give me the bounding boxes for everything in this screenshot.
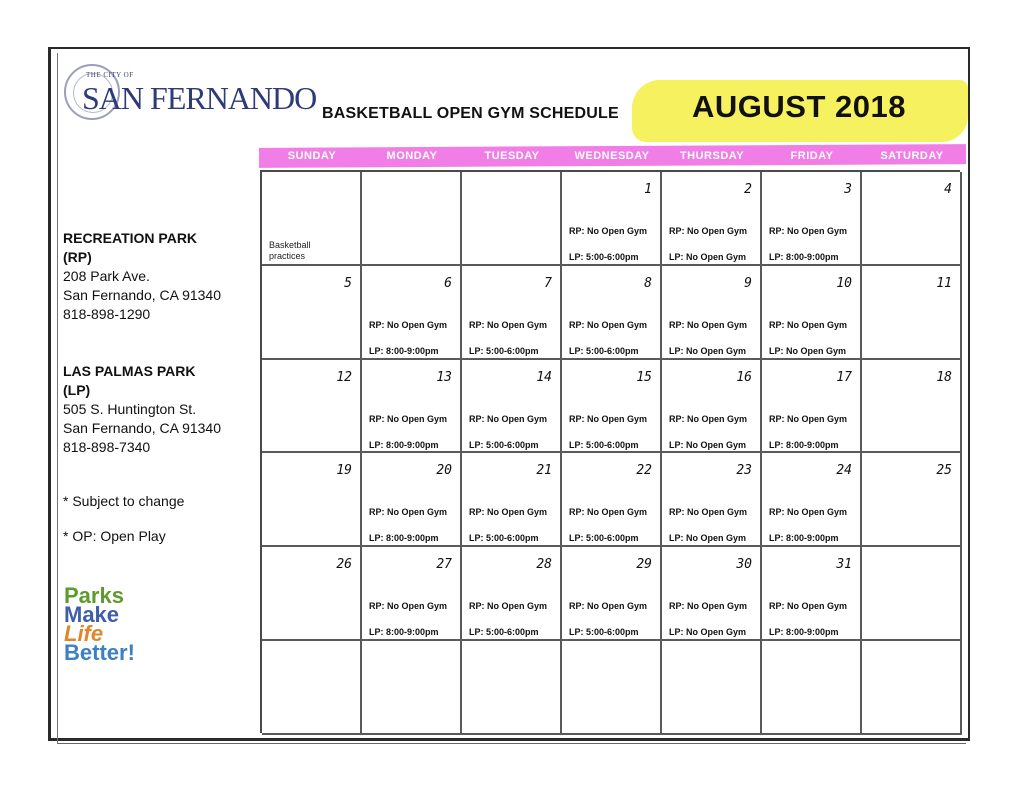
day-number: 11 <box>936 275 952 291</box>
rp-schedule: RP: No Open Gym <box>469 507 548 518</box>
day-number: 13 <box>436 369 452 385</box>
day-number: 9 <box>744 275 752 291</box>
lp-schedule: LP: No Open Gym <box>769 345 847 356</box>
calendar-day-cell <box>562 453 662 547</box>
lp-name: LAS PALMAS PARK <box>63 363 196 379</box>
lp-schedule: LP: 8:00-9:00pm <box>769 627 839 638</box>
lp-schedule: LP: No Open Gym <box>669 627 747 638</box>
lp-schedule: LP: 8:00-9:00pm <box>369 533 439 544</box>
lp-schedule: LP: No Open Gym <box>669 345 747 356</box>
parks-logo-word: Make <box>64 602 120 627</box>
logo-small-text: THE CITY OF <box>86 71 134 79</box>
day-number: 6 <box>444 275 452 291</box>
day-number: 30 <box>736 557 752 573</box>
lp-schedule: LP: 5:00-6:00pm <box>569 627 639 638</box>
calendar-day-cell <box>562 360 662 454</box>
day-number: 3 <box>844 182 852 197</box>
rp-schedule: RP: No Open Gym <box>769 601 848 612</box>
rp-schedule: RP: No Open Gym <box>669 507 748 518</box>
calendar-day-cell <box>862 172 962 266</box>
calendar-day-cell <box>862 453 962 547</box>
calendar-day-cell <box>762 453 862 547</box>
lp-schedule: LP: 5:00-6:00pm <box>569 345 639 356</box>
rp-schedule: RP: No Open Gym <box>769 413 848 424</box>
day-header-tuesday: TUESDAY <box>484 150 540 162</box>
rp-schedule: RP: No Open Gym <box>669 601 748 612</box>
parks-make-life-better-logo <box>64 583 135 665</box>
city-logo <box>64 64 317 124</box>
day-number: 10 <box>836 275 852 291</box>
calendar-day-cell <box>362 641 462 735</box>
lp-schedule: LP: 5:00-6:00pm <box>469 533 539 544</box>
day-number: 25 <box>936 463 952 479</box>
calendar-day-cell <box>462 360 562 454</box>
calendar-day-cell <box>562 547 662 641</box>
calendar-day-cell <box>662 266 762 360</box>
parks-logo-word: Parks <box>64 583 124 608</box>
lp-schedule: LP: 8:00-9:00pm <box>769 439 839 450</box>
calendar-day-cell <box>462 641 562 735</box>
calendar-day-cell <box>362 453 462 547</box>
day-number: 22 <box>636 463 652 479</box>
calendar-day-cell <box>462 547 562 641</box>
calendar-day-cell <box>462 266 562 360</box>
note-open-play: * OP: Open Play <box>63 528 166 544</box>
day-header-saturday: SATURDAY <box>880 150 944 162</box>
day-number: 8 <box>644 275 652 291</box>
rp-phone: 818-898-1290 <box>63 306 151 322</box>
calendar-day-cell <box>562 172 662 266</box>
note-subject-to-change: * Subject to change <box>63 493 185 509</box>
rp-city: San Fernando, CA 91340 <box>63 287 222 303</box>
day-number: 24 <box>836 463 852 479</box>
rp-schedule: RP: No Open Gym <box>569 413 648 424</box>
logo-text: SAN FERNANDO <box>82 80 317 116</box>
rp-name: RECREATION PARK <box>63 230 198 246</box>
lp-phone: 818-898-7340 <box>63 439 151 455</box>
calendar-day-cell <box>862 266 962 360</box>
day-number: 15 <box>636 369 652 385</box>
calendar-day-cell <box>762 172 862 266</box>
lp-schedule: LP: 8:00-9:00pm <box>769 533 839 544</box>
rp-schedule: RP: No Open Gym <box>469 413 548 424</box>
rp-schedule: RP: No Open Gym <box>769 319 848 330</box>
rp-schedule: RP: No Open Gym <box>369 507 448 518</box>
lp-schedule: LP: No Open Gym <box>669 533 747 544</box>
notes <box>63 492 184 546</box>
lp-schedule: LP: No Open Gym <box>669 252 747 262</box>
rp-schedule: RP: No Open Gym <box>369 413 448 424</box>
day-number: 2 <box>744 182 752 197</box>
calendar-day-cell <box>362 547 462 641</box>
calendar-day-cell <box>762 360 862 454</box>
parks-logo-word: Better! <box>64 640 135 665</box>
day-number: 29 <box>636 557 652 573</box>
day-number: 21 <box>536 463 552 479</box>
day-number: 7 <box>544 275 552 291</box>
rp-schedule: RP: No Open Gym <box>469 601 548 612</box>
calendar-day-cell <box>362 360 462 454</box>
day-header-monday: MONDAY <box>386 150 438 162</box>
calendar-day-cell <box>462 172 562 266</box>
calendar-grid <box>260 170 960 733</box>
rp-schedule: RP: No Open Gym <box>569 507 648 518</box>
rp-schedule: RP: No Open Gym <box>569 226 648 236</box>
rp-schedule: RP: No Open Gym <box>669 413 748 424</box>
lp-schedule: LP: 8:00-9:00pm <box>369 345 439 356</box>
day-number: 14 <box>536 369 552 385</box>
day-number: 31 <box>836 557 852 573</box>
calendar-day-cell <box>262 266 362 360</box>
lp-schedule: LP: 8:00-9:00pm <box>769 252 839 262</box>
calendar-day-cell <box>562 641 662 735</box>
schedule-title: BASKETBALL OPEN GYM SCHEDULE <box>322 105 619 122</box>
lp-schedule: LP: 5:00-6:00pm <box>469 345 539 356</box>
lp-schedule: LP: 5:00-6:00pm <box>569 533 639 544</box>
calendar-day-cell <box>662 547 762 641</box>
lp-city: San Fernando, CA 91340 <box>63 420 222 436</box>
calendar-day-cell <box>262 172 362 266</box>
calendar-day-cell <box>262 360 362 454</box>
calendar-day-cell <box>762 266 862 360</box>
day-header-thursday: THURSDAY <box>679 150 745 162</box>
lp-schedule: LP: 5:00-6:00pm <box>469 627 539 638</box>
rp-schedule: RP: No Open Gym <box>569 601 648 612</box>
lp-schedule: LP: 5:00-6:00pm <box>469 439 539 450</box>
calendar-day-cell <box>462 453 562 547</box>
rp-schedule: RP: No Open Gym <box>769 507 848 518</box>
parks-logo-word: Life <box>64 621 104 646</box>
rp-address: 208 Park Ave. <box>63 268 150 284</box>
calendar-day-cell <box>862 360 962 454</box>
day-number: 27 <box>436 557 452 573</box>
calendar-day-cell <box>262 641 362 735</box>
day-number: 26 <box>336 557 352 573</box>
lp-address: 505 S. Huntington St. <box>63 401 197 417</box>
rp-schedule: RP: No Open Gym <box>769 226 848 236</box>
recreation-park-info <box>63 229 221 324</box>
calendar-day-cell <box>362 172 462 266</box>
day-number: 4 <box>944 182 952 197</box>
day-number: 19 <box>336 463 352 479</box>
lp-schedule: LP: 5:00-6:00pm <box>569 252 639 262</box>
calendar-day-cell <box>562 266 662 360</box>
calendar-day-cell <box>662 453 762 547</box>
calendar-day-cell <box>862 547 962 641</box>
day-header-friday: FRIDAY <box>790 150 834 162</box>
day-number: 17 <box>836 369 852 385</box>
rp-schedule: RP: No Open Gym <box>469 319 548 330</box>
day-number: 18 <box>936 369 952 385</box>
rp-schedule: RP: No Open Gym <box>369 601 448 612</box>
calendar-day-cell <box>762 547 862 641</box>
day-header-wednesday: WEDNESDAY <box>574 150 650 162</box>
day-number: 5 <box>344 275 352 291</box>
lp-abbr: (LP) <box>63 382 91 398</box>
day-number: 23 <box>736 463 752 479</box>
rp-schedule: RP: No Open Gym <box>569 319 648 330</box>
rp-schedule: RP: No Open Gym <box>669 226 748 236</box>
calendar-day-cell <box>762 641 862 735</box>
rp-abbr: (RP) <box>63 249 92 265</box>
day-header-sunday: SUNDAY <box>287 150 337 162</box>
day-number: 16 <box>736 369 752 385</box>
calendar-day-cell <box>262 453 362 547</box>
calendar-day-cell <box>662 172 762 266</box>
lp-schedule: LP: 8:00-9:00pm <box>369 627 439 638</box>
rp-schedule: RP: No Open Gym <box>669 319 748 330</box>
day-number: 1 <box>644 182 652 197</box>
day-number: 20 <box>436 463 452 479</box>
lp-schedule: LP: 8:00-9:00pm <box>369 439 439 450</box>
day-number: 12 <box>336 369 352 385</box>
rp-schedule: RP: No Open Gym <box>369 319 448 330</box>
calendar-day-cell <box>662 641 762 735</box>
lp-schedule: LP: 5:00-6:00pm <box>569 439 639 450</box>
calendar-day-cell <box>362 266 462 360</box>
las-palmas-park-info <box>63 362 221 457</box>
calendar-day-cell <box>262 547 362 641</box>
lp-schedule: LP: No Open Gym <box>669 439 747 450</box>
cell-note: Basketball practices <box>269 240 311 261</box>
day-number: 28 <box>536 557 552 573</box>
calendar-day-cell <box>862 641 962 735</box>
calendar-day-cell <box>662 360 762 454</box>
month-title: AUGUST 2018 <box>692 89 906 124</box>
